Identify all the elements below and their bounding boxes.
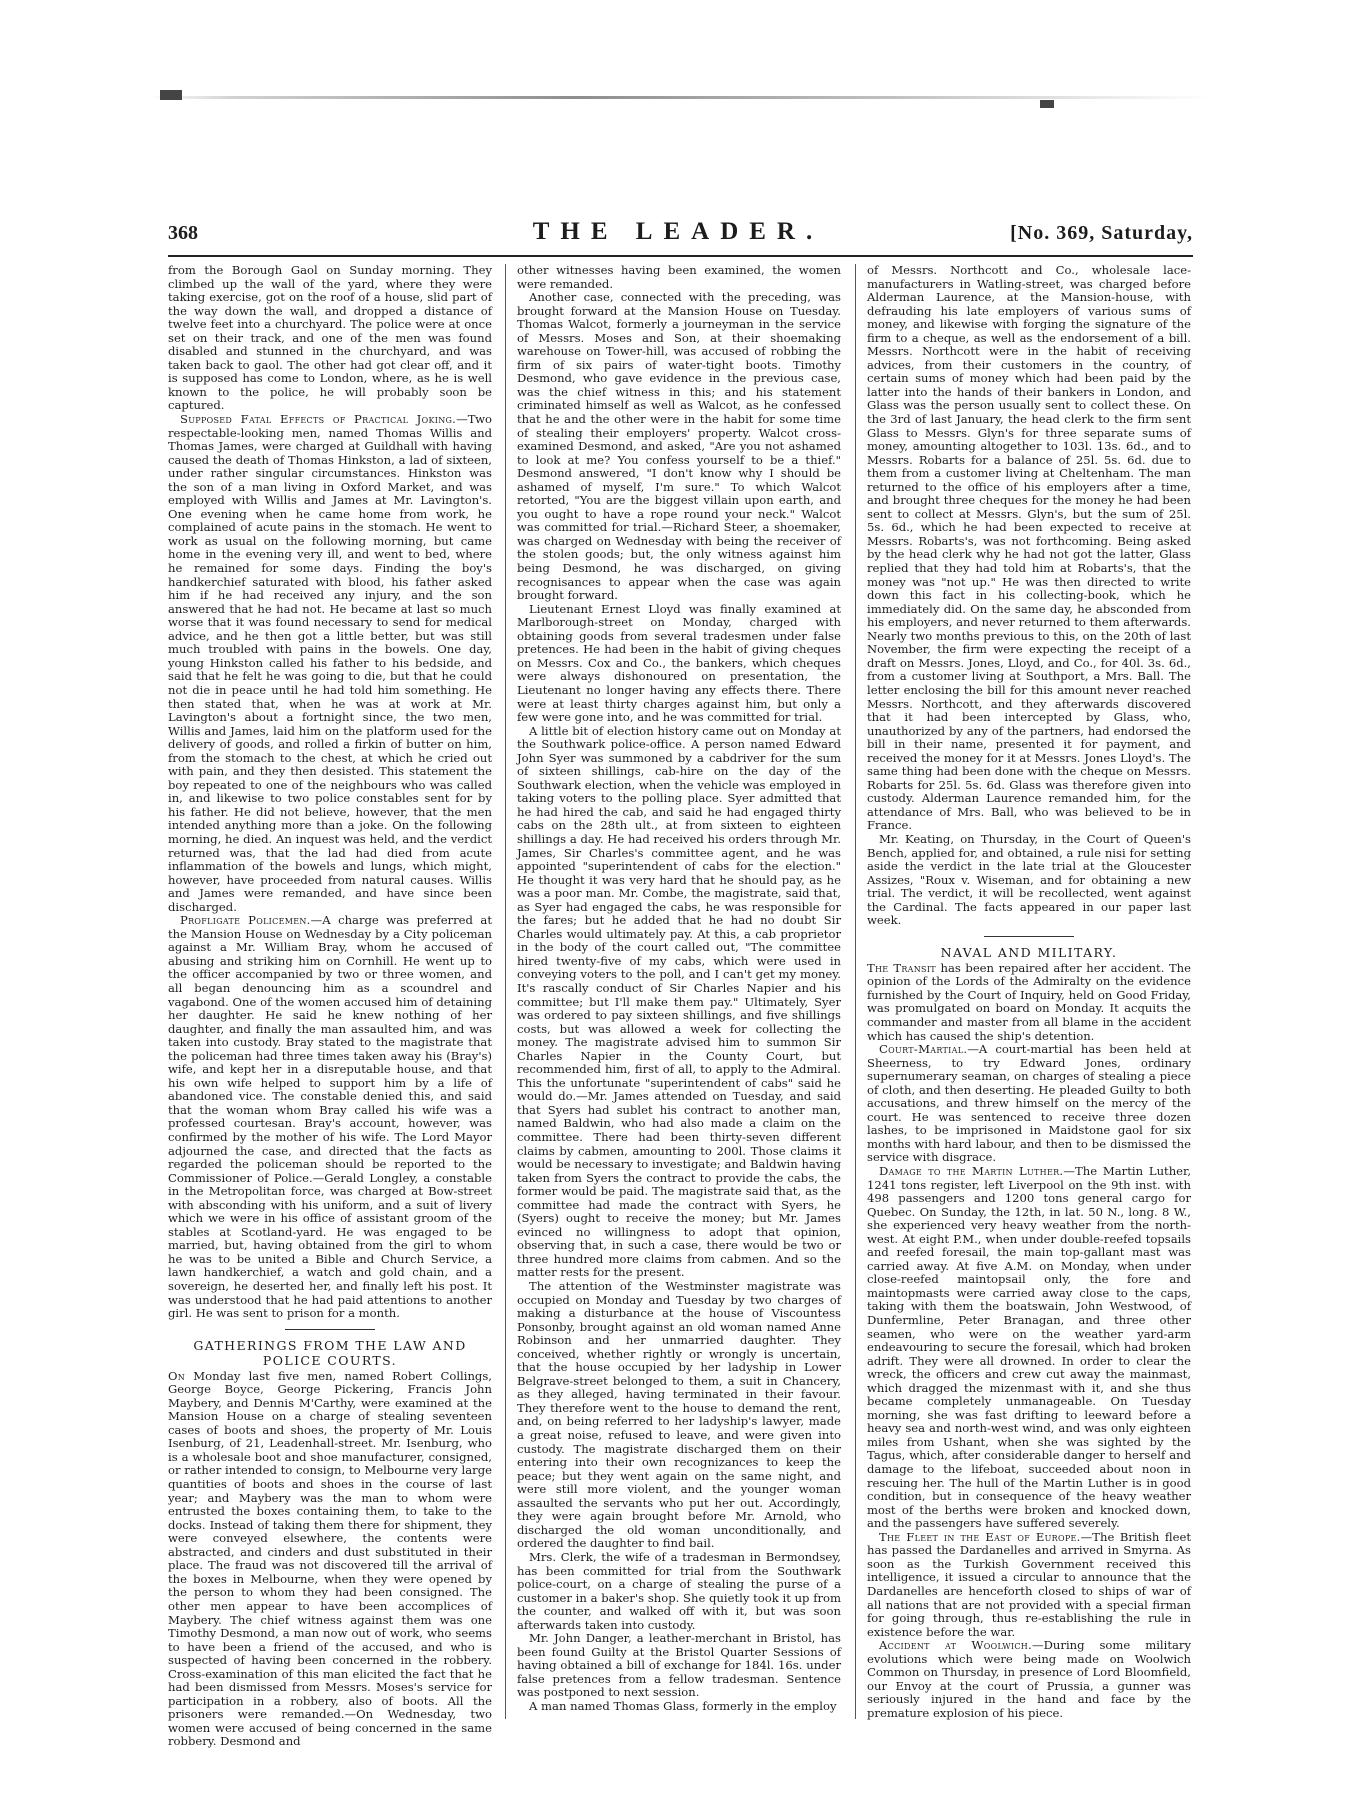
article-paragraph: [867, 1639, 1191, 1720]
subhead: Accident at Woolwich.: [879, 1638, 1033, 1653]
article-paragraph: [168, 1370, 492, 1749]
paragraph-text: —The Martin Luther, 1241 tons register, left Liverpool on the 9th inst. with 498 passengers and 1200 tons general cargo for Quebec. On Sunday, the 12th, in lat. 50 N., long. 8 W., she experienced very heavy weather from the north-west. At eight P.M., when under double-reefed topsails and reefed foresail, the main top-gallant mast was carried away. At five A.M. on Monday, when under close-reefed maintopsail only, the fore and maintopmasts were carried away close to the caps, taking with them the boatswain, John Westwood, of Dunfermline, Peter Branagan, and three other seamen, who were on the weather yard-arm endeavouring to secure the foresail, which had broken adrift. They were all drowned. In order to clear the wreck, the officers and crew cut away the mainmast, which dragged the mizenmast with it, and she thus became completely unmanageable. On Tuesday morning, she was fast drifting to leeward before a heavy sea and north-west wind, and was only eighteen miles from Ushant, when she was sighted by the Tagus, which, after considerable danger to herself and damage to the lifeboat, succeeded about noon in rescuing her. The hull of the Martin Luther is in good condition, but in consequence of the heavy weather most of the berths were broken and knocked down, and the passengers have suffered severely.: [867, 1164, 1191, 1531]
article-paragraph: from the Borough Gaol on Sunday morning. They climbed up the wall of the yard, where they were taking exercise, got on the roof of a house, slid part of the way down the wall, and dropped a distance of twelve feet into a churchyard. The police were at once set on their track, and one of the men was found disabled and stunned in the churchyard, and was taken back to gaol. The other had got clear off, and it is supposed has come to London, where, as he is well known to the police, he will probably soon be captured.: [168, 263, 492, 413]
article-paragraph: Mrs. Clerk, the wife of a tradesman in Bermondsey, has been committed for trial from the Southwark police-court, on a charge of stealing the purse of a customer in a baker's shop. She quietly took it up from the counter, and walked off with it, but was soon afterwards taken into custody.: [517, 1549, 841, 1632]
article-paragraph: [867, 1165, 1191, 1531]
paragraph-text: —Two respectable-looking men, named Thomas Willis and Thomas James, were charged at Guildhall with having caused the death of Thomas Hinkston, a lad of sixteen, under rather singular circumstances. Hinkston was the son of a man living in Oxford Market, and was employed with Willis and James at Mr. Lavington's. One evening when he came home from work, he complained of acute pains in the stomach. He went to work as usual on the following morning, but came home in the evening very ill, and went to bed, where he remained for some days. Finding the boy's handkerchief saturated with blood, his father asked him if he had received any injury, and the son answered that he had not. He became at last so much worse that it was found necessary to send for medical advice, and he then got a little better, but was still much troubled with pains in the bowels. One day, young Hinkston called his father to his bedside, and said that he felt he was going to die, but that he could not die in peace until he had told him something. He then stated that, when he was at work at Mr. Lavington's about a fortnight since, the two men, Willis and James, laid him on the platform used for the delivery of goods, and rolled a firkin of butter on him, from the stomach to the chest, at which he cried out with pain, and they then desisted. This statement the boy repeated to one of the neighbours who was called in, and likewise to two police constables sent for by his father. He did not believe, however, that the men intended anything more than a joke. On the following morning, he died. An inquest was held, and the verdict returned was, that the lad had died from acute inflammation of the bowels and lungs, which might, however, have proceeded from natural causes. Willis and James were remanded, and have since been discharged.: [168, 412, 492, 914]
subhead: Court-Martial.: [879, 1042, 968, 1057]
subhead: Profligate Policemen.: [180, 913, 311, 928]
article-paragraph: Another case, connected with the preceding, was brought forward at the Mansion House on Tuesday. Thomas Walcot, formerly a journeyman in the service of Messrs. Moses and Son, at their shoemaking warehouse on Tower-hill, was accused of robbing the firm of six pairs of water-tight boots. Timothy Desmond, who gave evidence in the previous case, was the chief witness in this; and his statement criminated himself as well as Walcot, as he confessed that he and the other were in the habit for some time of stealing their employers' property. Walcot cross-examined Desmond, and asked, "Are you not ashamed to look at me? You confess yourself to be a thief." Desmond answered, "I don't know why I should be ashamed of myself, I'm sure." To which Walcot retorted, "You are the biggest villain upon earth, and you ought to have a rope round your neck." Walcot was committed for trial.—Richard Steer, a shoemaker, was charged on Wednesday with being the receiver of the stolen goods; but, the only witness against him being Desmond, he was discharged, on giving recognisances to appear when the case was again brought forward.: [517, 290, 841, 603]
scan-artifact: [150, 96, 1210, 99]
scan-artifact-mark: [160, 90, 182, 100]
paragraph-text: Monday last five men, named Robert Collings, George Boyce, George Pickering, Francis John Maybery, and Dennis M'Carthy, were examined at the Mansion House on a charge of stealing seventeen cases of boots and shoes, the property of Mr. Louis Isenburg, of 21, Leadenhall-street. Mr. Isenburg, who is a wholesale boot and shoe manufacturer, consigned, or rather intended to consign, to Melbourne very large quantities of boots and shoes in the course of last year; and Maybery was the man to whom were entrusted the boxes containing them, to take to the docks. Instead of taking them there for shipment, they were conveyed elsewhere, the contents were abstracted, and cinders and dust substituted in their place. The fraud was not discovered till the arrival of the boxes in Melbourne, when they were opened by the person to whom they had been consigned. The other men appear to have been accomplices of Maybery. The chief witness against them was one Timothy Desmond, a man now out of work, who seems to have been a friend of the accused, and who is suspected of having been concerned in the robbery. Cross-examination of this man elicited the fact that he had been dismissed from Messrs. Moses's service for participation in a robbery, also of boots. All the prisoners were remanded.—On Wednesday, two women were accused of being concerned in the same robbery. Desmond and: [168, 1368, 492, 1749]
paragraph-text: has been repaired after her accident. The opinion of the Lords of the Admiralty on the evidence furnished by the Court of Inquiry, held on Good Friday, was promulgated on board on Monday. It acquits the commander and master from all blame in the accident which has caused the ship's detention.: [867, 960, 1192, 1043]
masthead-rule: [168, 255, 1193, 257]
scan-artifact-mark: [1040, 100, 1054, 108]
column-middle: [517, 264, 841, 1722]
column-divider: [505, 264, 506, 1719]
section-heading: GATHERINGS FROM THE LAW AND POLICE COURTS.: [193, 1337, 467, 1368]
article-paragraph: Lieutenant Ernest Lloyd was finally examined at Marlborough-street on Monday, charged with obtaining goods from several tradesmen under false pretences. He had been in the habit of giving cheques on Messrs. Cox and Co., the bankers, which cheques were always dishonoured on presentation, the Lieutenant no longer having any effects there. There were at least thirty charges against him, but only a few were gone into, and he was committed for trial.: [517, 601, 841, 725]
masthead: [168, 218, 1193, 254]
lead-word: On: [168, 1368, 186, 1383]
paragraph-text: —During some military evolutions which were being made on Woolwich Common on Thursday, in presence of Lord Bloomfield, our Envoy at the court of Prussia, a gunner was seriously injured in the hand and face by the premature explosion of his piece.: [867, 1638, 1191, 1720]
subhead: The Fleet in the East of Europe.: [879, 1529, 1081, 1544]
article-paragraph: of Messrs. Northcott and Co., wholesale lace-manufacturers in Watling-street, was charged before Alderman Laurence, at the Mansion-house, with defrauding his late employers of various sums of money, and likewise with forging the signature of the firm to a cheque, as well as the endorsement of a bill. Messrs. Northcott were in the habit of receiving advices, from their customers in the country, of certain sums of money which had been paid by the latter into the hands of their bankers in London, and Glass was the person usually sent to collect these. On the 3rd of last January, the head clerk to the firm sent Glass to Messrs. Glyn's for three separate sums of money, amounting altogether to 103l. 13s. 6d., and to Messrs. Robarts for a balance of 25l. 5s. 6d. due to them from a customer living at Cheltenham. The man returned to the office of his employers after a time, and brought three cheques for the money he had been sent to collect at Messrs. Glyn's, but the sum of 25l. 5s. 6d., which he had been expected to receive at Messrs. Robarts's, was not forthcoming. Being asked by the head clerk why he had not got the latter, Glass replied that they had told him at Robarts's, that the money was "not up." He was then directed to write down this fact in his collecting-book, which he immediately did. On the same day, he absconded from his employers, and never returned to them afterwards. Nearly two months previous to this, on the 20th of last November, the firm were expecting the receipt of a draft on Messrs. Jones, Lloyd, and Co., for 40l. 3s. 6d., from a customer living at Southport, a Mrs. Ball. The letter enclosing the bill for this amount never reached Messrs. Northcott, and they afterwards discovered that it had been intercepted by Glass, who, unauthorized by any of the partners, had endorsed the bill in their name, presented it for payment, and received the money for it at Messrs. Jones Lloyd's. The same thing had been done with the cheque on Messrs. Robarts for 25l. 5s. 6d. Glass was therefore given into custody. Alderman Laurence remanded him, for the attendance of Mrs. Ball, who was believed to be in France.: [867, 263, 1191, 833]
paragraph-text: —A charge was preferred at the Mansion House on Wednesday by a City policeman against a Mr. William Bray, whom he accused of abusing and striking him on Cornhill. He went up to the officer accompanied by two or three women, and all began denouncing him as a scoundrel and vagabond. One of the women accused him of detaining her daughter. He said he knew nothing of her daughter, and finally the man assaulted him, and was taken into custody. Bray stated to the magistrate that the policeman had three times taken away his (Bray's) wife, and kept her in a disreputable house, and that his own wife helped to support him by a life of abandoned vice. The constable denied this, and said that the woman whom Bray called his wife was a professed courtesan. Bray's account, however, was confirmed by the mother of his wife. The Lord Mayor adjourned the case, and directed that the facts as regarded the policeman should be reported to the Commissioner of Police.—Gerald Longley, a constable in the Metropolitan force, was charged at Bow-street with absconding with his uniform, and a suit of livery which we were in his office of assistant groom of the stables at Scotland-yard. He was engaged to be married, but, having obtained from the girl to whom he was to be united a Bible and Church Service, a lawn handkerchief, a watch and gold chain, and a sovereign, he deserted her, and finally left his post. It was understood that he had paid attentions to another girl. He was sent to prison for a month.: [168, 913, 492, 1321]
column-left: [168, 263, 492, 1749]
article-paragraph: [867, 1043, 1191, 1165]
article-paragraph: A man named Thomas Glass, formerly in the employ: [529, 1698, 837, 1713]
article-paragraph: The attention of the Westminster magistrate was occupied on Monday and Tuesday by two charges of making a disturbance at the house of Viscountess Ponsonby, brought against an old woman named Anne Robinson and her unmarried daughter. They conceived, whether rightly or wrongly is uncertain, that the house occupied by her ladyship in Lower Belgrave-street belonged to them, a suit in Chancery, as they alleged, having terminated in their favour. They therefore went to the house to demand the rent, and, on being referred to her ladyship's lawyer, made a great noise, refused to leave, and were given into custody. The magistrate discharged them on their entering into their own recognizances to keep the peace; but they went again on the same night, and were still more violent, and the younger woman assaulted the servants who put her out. Accordingly, they were again brought before Mr. Arnold, who discharged the old woman unconditionally, and ordered the daughter to find bail.: [517, 1279, 841, 1551]
subhead: Damage to the Martin Luther.: [879, 1164, 1064, 1178]
issue-label: [No. 369, Saturday,: [1010, 222, 1193, 244]
article-paragraph: other witnesses having been examined, the women were remanded.: [517, 263, 841, 291]
section-rule: [285, 1329, 375, 1330]
section-heading: NAVAL AND MILITARY.: [940, 944, 1118, 960]
article-paragraph: [867, 962, 1191, 1043]
column-right: [867, 264, 1191, 1722]
lead-word: The Transit: [867, 960, 936, 975]
section-rule: [984, 936, 1074, 937]
article-paragraph: [168, 413, 492, 914]
newspaper-title: THE LEADER.: [532, 218, 824, 245]
column-divider: [855, 264, 856, 1719]
article-paragraph: Mr. John Danger, a leather-merchant in Bristol, has been found Guilty at the Bristol Quarter Sessions of having obtained a bill of exchange for 184l. 16s. under false pretences from a fellow tradesman. Sentence was postponed to next session.: [517, 1631, 841, 1700]
paragraph-text: —The British fleet has passed the Dardanelles and arrived in Smyrna. As soon as the Turkish Government received this intelligence, it issued a circular to announce that the Dardanelles are henceforth closed to ships of war of all nations that are not provided with a special firman for going through, thus re-establishing the rule in existence before the war.: [867, 1529, 1191, 1639]
subhead: Supposed Fatal Effects of Practical Joking.: [180, 412, 457, 427]
paragraph-text: —A court-martial has been held at Sheerness, to try Edward Jones, ordinary supernumerary seaman, on charges of stealing a piece of cloth, and then deserting. He pleaded Guilty to both accusations, and threw himself on the mercy of the court. He was sentenced to receive three dozen lashes, to be imprisoned in Maidstone gaol for six months with hard labour, and then to be dismissed the service with disgrace.: [867, 1042, 1191, 1165]
article-paragraph: [867, 1531, 1191, 1639]
article-paragraph: Mr. Keating, on Thursday, in the Court of Queen's Bench, applied for, and obtained, a rule nisi for setting aside the verdict in the late trial at the Gloucester Assizes, "Roux v. Wiseman, and for obtaining a new trial. The verdict, it will be recollected, went against the Cardinal. The facts appeared in our paper last week.: [867, 831, 1191, 928]
article-paragraph: A little bit of election history came out on Monday at the Southwark police-office. A person named Edward John Syer was summoned by a cabdriver for the sum of sixteen shillings, cab-hire on the day of the Southwark election, when the vehicle was employed in taking voters to the polling place. Syer admitted that he had hired the cab, and said he had engaged thirty cabs on the 28th ult., at from sixteen to eighteen shillings a day. He had received his orders through Mr. James, Sir Charles's committee agent, and he was appointed "superintendent of cabs for the election." He thought it was very hard that he should pay, as he was a poor man. Mr. Combe, the magistrate, said that, as Syer had engaged the cabs, he was responsible for the fares; but he added that he had no doubt Sir Charles would ultimately pay. At this, a cab proprietor in the body of the court called out, "The committee hired twenty-five of my cabs, which were used in conveying voters to the poll, and I can't get my money. It's rascally conduct of Sir Charles Napier and his committee; but I'll make them pay." Ultimately, Syer was ordered to pay sixteen shillings, and five shillings costs, but was allowed a week for collecting the money. The magistrate advised him to summon Sir Charles Napier in the County Court, but recommended him, first of all, to apply to the Admiral. This the unfortunate "superintendent of cabs" said he would do.—Mr. James attended on Tuesday, and said that Syers had sublet his contract to another man, named Baldwin, who had also made a claim on the committee. There had been thirty-seven different claims by cabmen, amounting to 200l. Those claims it would be necessary to investigate; and Baldwin having taken from Syers the contract to provide the cabs, the former would be paid. The magistrate said that, as the committee had made the contract with Syers, he (Syers) ought to receive the money; but Mr. James evinced no willingness to adopt that opinion, observing that, in such a case, there would be two or three hundred more claims from cabmen. And so the matter rests for the present.: [517, 723, 841, 1280]
newspaper-page: [168, 218, 1193, 1749]
page-number: 368: [168, 222, 198, 244]
article-paragraph: [168, 914, 492, 1320]
